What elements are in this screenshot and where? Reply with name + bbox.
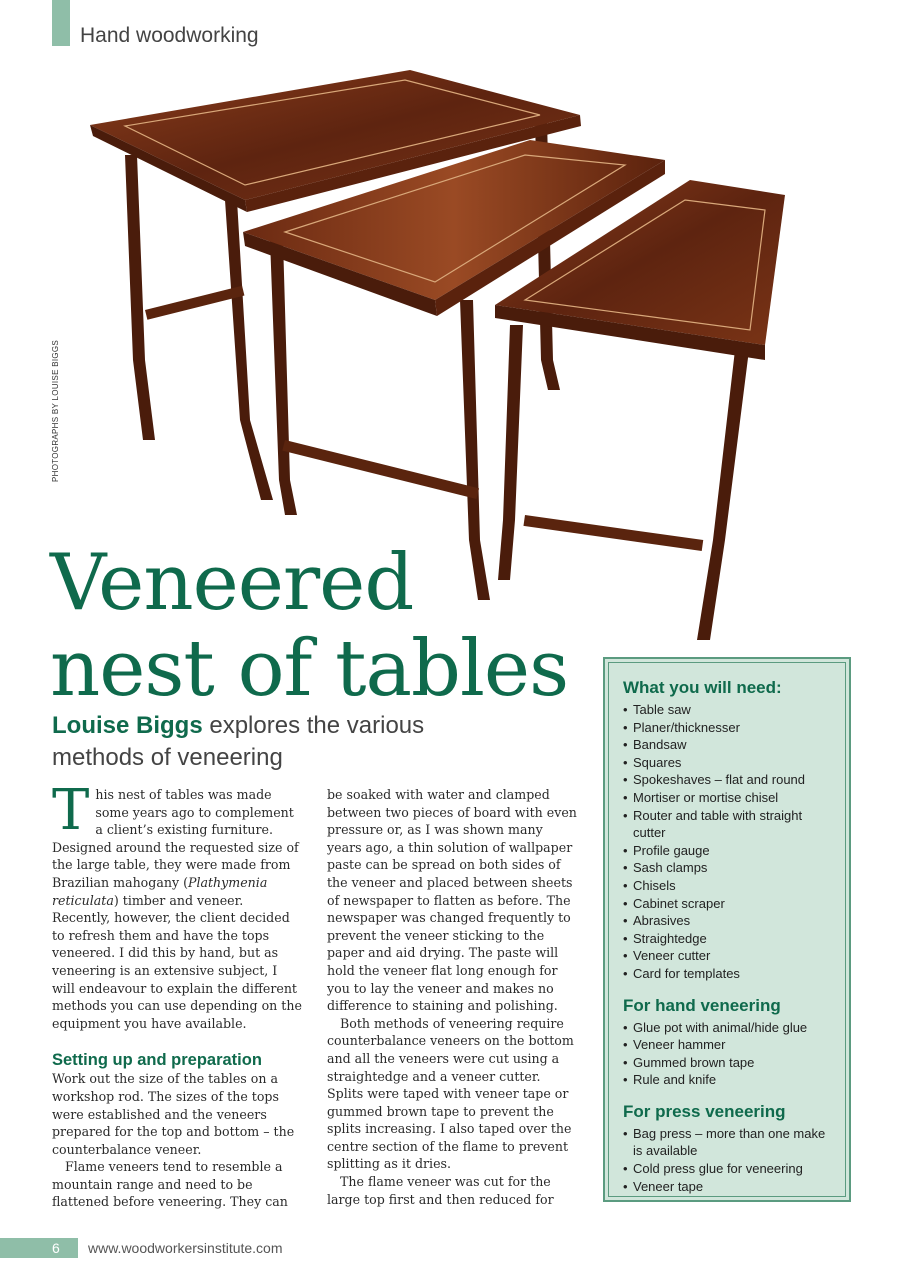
paragraph-cut: The flame veneer was cut for the large top first and then reduced for xyxy=(327,1174,554,1207)
list-item: • Glue pot with animal/hide glue xyxy=(623,1019,833,1037)
list-item: • Cold press glue for veneering xyxy=(623,1160,833,1178)
photo-credit: PHOTOGRAPHS BY LOUISE BIGGS xyxy=(51,339,60,482)
standfirst xyxy=(52,710,492,774)
standfirst-text: explores the various methods of veneering xyxy=(52,712,425,771)
list-item: • Veneer cutter xyxy=(623,947,833,965)
header-tab-bar xyxy=(52,0,70,46)
list-item: • Rule and knife xyxy=(623,1071,833,1089)
list-item: • Gummed brown tape xyxy=(623,1054,833,1072)
list-item: • Straightedge xyxy=(623,930,833,948)
list-item: • Profile gauge xyxy=(623,842,833,860)
press-veneering-list xyxy=(623,1125,833,1195)
body-column-1 xyxy=(52,778,302,1211)
title-line-2: nest of tables xyxy=(50,624,569,714)
paragraph-rod: Work out the size of the tables on a workshop rod. The sizes of the tops were established and the veneers prepared for the top and bottom – the counterbalance veneer. xyxy=(52,1071,295,1157)
list-item: • Chisels xyxy=(623,877,833,895)
sidebar-heading-hand: For hand veneering xyxy=(623,995,781,1015)
list-item: • Spokeshaves – flat and round xyxy=(623,771,833,789)
article-title xyxy=(50,540,568,712)
section-label: Hand woodworking xyxy=(80,24,259,47)
author-name: Louise Biggs xyxy=(52,712,203,739)
subheading-setting-up: Setting up and preparation xyxy=(52,1051,262,1070)
hand-veneering-list xyxy=(623,1019,833,1089)
list-item: • Sash clamps xyxy=(623,859,833,877)
species-name: Plathymenia reticulata xyxy=(52,874,268,908)
list-item: • Cabinet scraper xyxy=(623,895,833,913)
tools-list xyxy=(623,701,833,983)
list-item: • Table saw xyxy=(623,701,833,719)
list-item: • Planer/thicknesser xyxy=(623,719,833,737)
list-item: • Bag press – more than one make is available xyxy=(623,1125,833,1160)
body-column-2 xyxy=(327,786,577,1208)
list-item: • Abrasives xyxy=(623,912,833,930)
intro-text-a: his nest of tables was made some years ago to complement a client’s existing furniture. Designed around the requested size of the large table, they were made from Brazilian mahogany ( xyxy=(52,787,299,890)
list-item: • Bandsaw xyxy=(623,736,833,754)
footer-url[interactable]: www.woodworkersinstitute.com xyxy=(88,1240,283,1256)
list-item: • Mortiser or mortise chisel xyxy=(623,789,833,807)
sidebar-heading-need: What you will need: xyxy=(623,678,782,697)
drop-cap: T xyxy=(52,778,90,843)
page-number: 6 xyxy=(52,1240,60,1256)
tools-sidebar xyxy=(603,657,851,1202)
list-item: • Card for templates xyxy=(623,965,833,983)
paragraph-intro xyxy=(52,778,302,1032)
intro-text-b: ) timber and veneer. Recently, however, the client decided to refresh them and have the tops veneered. I did this by hand, but as veneering is an extensive subject, I will endeavour to explain the different methods you can use depending on the equipment you have available. xyxy=(52,892,302,1031)
paragraph-flame: Flame veneers tend to resemble a mountain range and need to be flattened before veneering. They can xyxy=(52,1159,288,1210)
title-line-1: Veneered xyxy=(50,538,414,628)
footer-bar xyxy=(0,1238,78,1258)
list-item: • Veneer hammer xyxy=(623,1036,833,1054)
paragraph-methods: Both methods of veneering require counterbalance veneers on the bottom and all the veneers were cut using a straightedge and a veneer cutter. Splits were taped with veneer tape or gummed brown tape to prevent the splits increasing. I also taped over the centre section of the flame to prevent splitting as it dries. xyxy=(327,1015,574,1172)
sidebar-heading-press: For press veneering xyxy=(623,1101,786,1121)
paragraph-flatten: be soaked with water and clamped between two pieces of board with even pressure or, as I was shown many years ago, a thin solution of wallpaper paste can be spread on both sides of the veneer and placed between sheets of newspaper to flatten as before. The newspaper was changed frequently to prevent the veneer sticking to the paper and aid drying. The paste will hold the veneer flat long enough for you to lay the veneer and makes no difference to staining and polishing. xyxy=(327,787,577,1014)
list-item: • Router and table with straight cutter xyxy=(623,807,833,842)
list-item: • Veneer tape xyxy=(623,1178,833,1196)
list-item: • Squares xyxy=(623,754,833,772)
